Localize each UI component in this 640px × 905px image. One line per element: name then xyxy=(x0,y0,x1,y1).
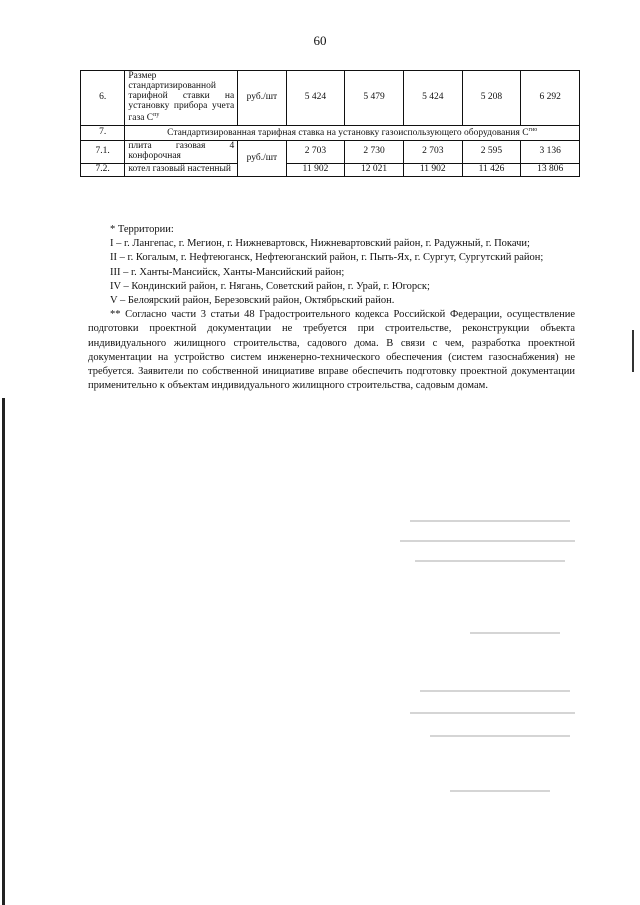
row-name-text: Размер стандартизированной тарифной ставки на установку прибора учета газа С xyxy=(128,71,235,124)
faint-bleed-through xyxy=(420,690,570,692)
faint-bleed-through xyxy=(415,560,565,562)
table-row-7-2 xyxy=(81,164,580,177)
table-cell: 2 703 xyxy=(286,141,345,164)
faint-bleed-through xyxy=(410,520,570,522)
row-number: 6. xyxy=(81,71,125,126)
notes-block xyxy=(88,223,575,393)
table-cell: 5 424 xyxy=(286,71,345,126)
faint-bleed-through xyxy=(470,632,560,634)
row-name: плита газовая 4 конфорочная xyxy=(125,141,238,164)
table-row-7-1 xyxy=(81,141,580,164)
table-cell: 11 426 xyxy=(462,164,521,177)
row-number: 7.1. xyxy=(81,141,125,164)
territory-line: I – г. Лангепас, г. Мегион, г. Нижневартовск, Нижневартовский район, г. Радужный, г. Покачи; xyxy=(110,238,530,250)
row-name-sup: пу xyxy=(153,111,160,118)
notes-title: * Территории: xyxy=(110,224,174,235)
section-title-sup: гио xyxy=(528,127,538,133)
faint-bleed-through xyxy=(400,540,575,542)
table-cell: 5 208 xyxy=(462,71,521,126)
page-number: 60 xyxy=(313,33,327,48)
row-name: котел газовый настенный xyxy=(125,164,238,177)
table-cell: 3 136 xyxy=(521,141,580,164)
scan-edge-mark xyxy=(632,330,634,372)
territory-line: IV – Кондинский район, г. Нягань, Советский район, г. Урай, г. Югорск; xyxy=(110,280,430,292)
table-cell: 11 902 xyxy=(286,164,345,177)
table-cell: 2 595 xyxy=(462,141,521,164)
faint-bleed-through xyxy=(410,712,575,714)
row-unit: руб./шт xyxy=(238,141,286,177)
table-cell: 11 902 xyxy=(403,164,462,177)
table-cell: 13 806 xyxy=(521,164,580,177)
table-cell: 12 021 xyxy=(345,164,404,177)
faint-bleed-through xyxy=(450,790,550,792)
faint-bleed-through xyxy=(430,735,570,737)
row-number: 7.2. xyxy=(81,164,125,177)
territory-line: II – г. Когалым, г. Нефтеюганск, Нефтеюганский район, г. Пыть-Ях, г. Сургут, Сургутский район; xyxy=(110,252,544,264)
tariff-table xyxy=(80,70,580,177)
row-name xyxy=(125,71,238,126)
table-row-6 xyxy=(81,71,580,126)
table-cell: 5 424 xyxy=(403,71,462,126)
section-title xyxy=(125,126,580,141)
footnote: ** Согласно части 3 статьи 48 Градостроительного кодекса Российской Федерации, осуществление подготовки проектной документации не требуется при строительстве, реконструкции объекта индивидуального жилищного строительства, садового дома. В связи с чем, разработка проектной документации на устройство систем инженерно-технического обеспечения (систем газоснабжения) не требуется. Заявители по собственной инициативе вправе обеспечить подготовку проектной документации применительно к объектам индивидуального жилищного строительства, садовым домам. xyxy=(88,309,575,392)
row-number: 7. xyxy=(81,126,125,141)
table-cell: 6 292 xyxy=(521,71,580,126)
section-title-text: Стандартизированная тарифная ставка на установку газоиспользующего оборудования С xyxy=(167,128,529,139)
territory-line: III – г. Ханты-Мансийск, Ханты-Мансийский район; xyxy=(110,266,345,278)
table-cell: 2 730 xyxy=(345,141,404,164)
table-cell: 2 703 xyxy=(403,141,462,164)
table-cell: 5 479 xyxy=(345,71,404,126)
table-row-7 xyxy=(81,126,580,141)
scan-edge-mark xyxy=(2,398,5,905)
row-unit: руб./шт xyxy=(238,71,286,126)
territory-line: V – Белоярский район, Березовский район, Октябрьский район. xyxy=(110,295,395,307)
